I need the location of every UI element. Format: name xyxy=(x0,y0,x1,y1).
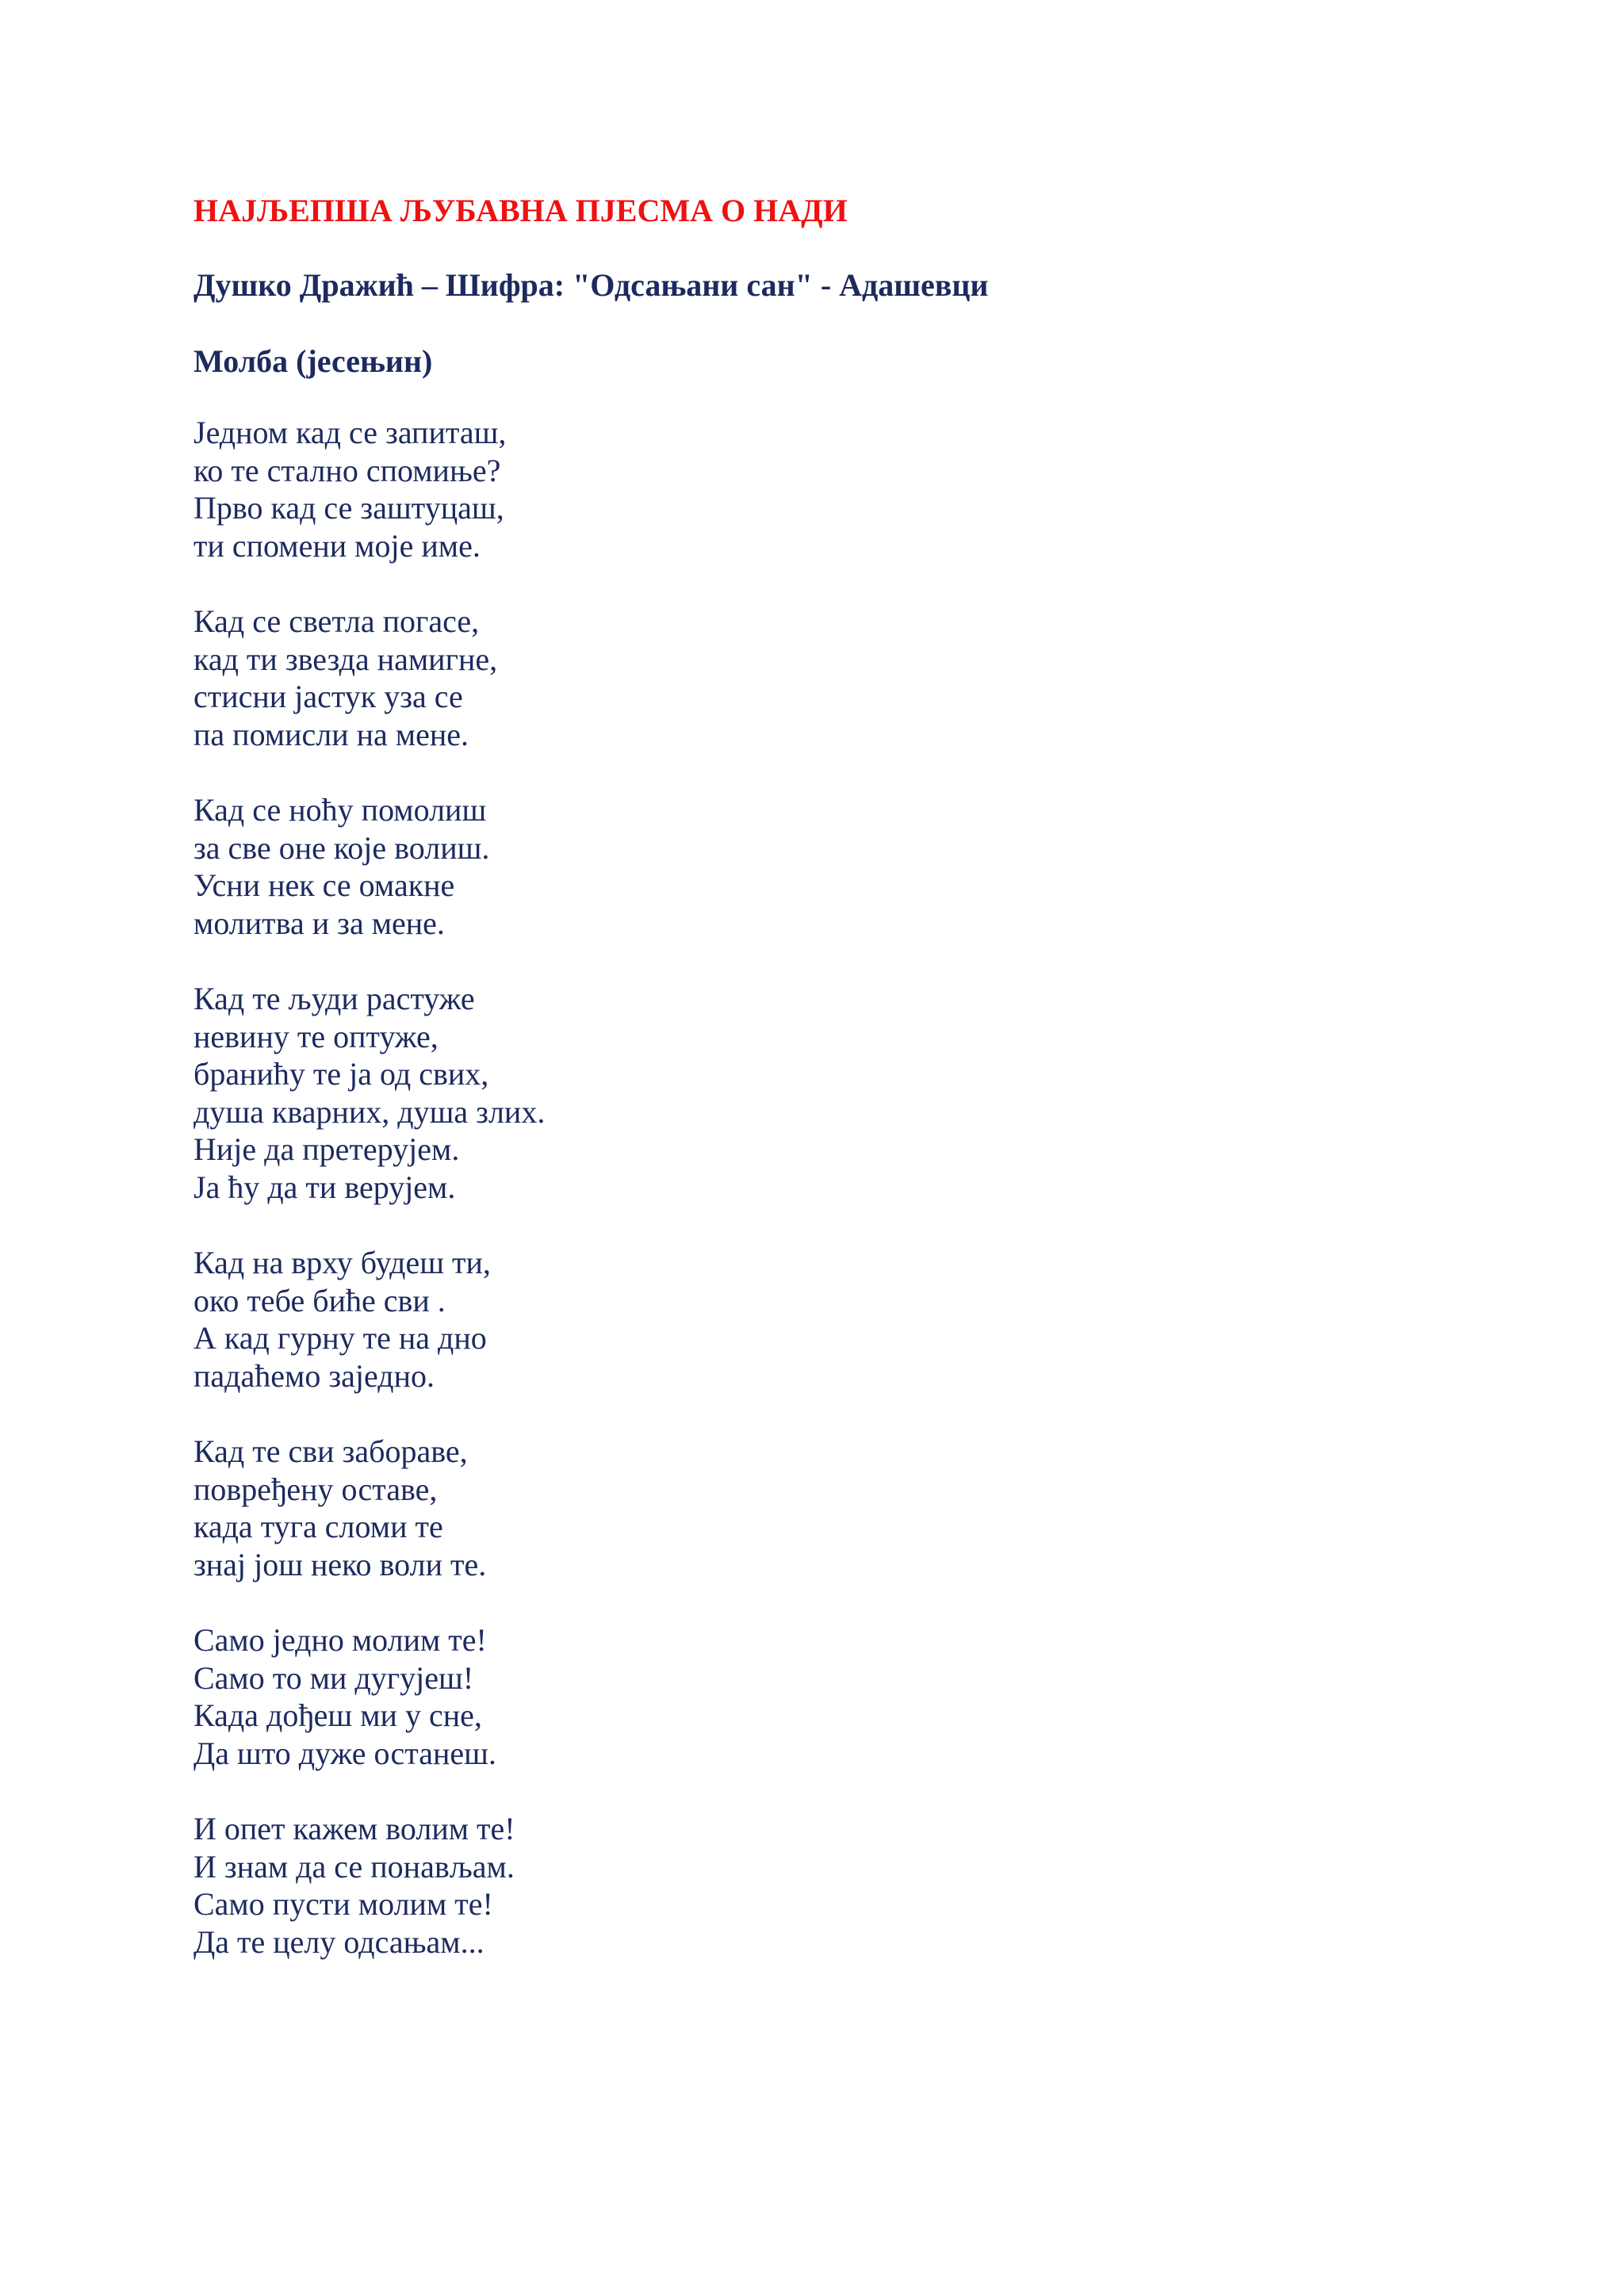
poem-line: Када дођеш ми у сне, xyxy=(193,1697,482,1733)
poem-line: повређену оставе, xyxy=(193,1471,438,1507)
stanza xyxy=(193,1244,1462,1395)
poem-line: кад ти звезда намигне, xyxy=(193,641,498,677)
poem-line: ти спомени моје име. xyxy=(193,527,481,564)
poem-line: за све оне које волиш. xyxy=(193,829,490,866)
poem-line: Једном кад се запиташ, xyxy=(193,415,507,450)
stanza xyxy=(193,1621,1462,1772)
document-body xyxy=(193,187,1462,1999)
poem-line: Само једно молим те! xyxy=(193,1622,487,1658)
poem-line: Кад се светла погасе, xyxy=(193,603,480,639)
poem-line: А кад гурну те на дно xyxy=(193,1320,487,1356)
stanza xyxy=(193,1433,1462,1583)
poem-line: невину те оптуже, xyxy=(193,1018,439,1054)
poem-line: знај још неко воли те. xyxy=(193,1546,487,1582)
stanza xyxy=(193,980,1462,1206)
poem-line: стисни јастук уза се xyxy=(193,679,463,714)
document-title: НАЈЉЕПША ЉУБАВНА ПЈЕСМА О НАДИ xyxy=(193,193,848,228)
poem-line: Усни нек се омакне xyxy=(193,867,455,903)
poem-line: Да те целу одсањам... xyxy=(193,1923,485,1960)
poem-line: Само то ми дугујеш! xyxy=(193,1659,474,1696)
poem-line: душа кварних, душа злих. xyxy=(193,1093,546,1130)
poem-line: Кад се ноћу помолиш xyxy=(193,792,487,828)
poem-line: молитва и за мене. xyxy=(193,905,445,941)
poem-line: Да што дуже останеш. xyxy=(193,1735,496,1771)
poem-line: па помисли на мене. xyxy=(193,716,469,752)
author-line: Душко Дражић – Шифра: "Одсањани сан" - Адашевци xyxy=(193,267,989,303)
poem-line: И знам да се понављам. xyxy=(193,1848,515,1885)
stanza xyxy=(193,791,1462,942)
poem-line: око тебе биће сви . xyxy=(193,1282,446,1318)
stanza xyxy=(193,414,1462,564)
poem-line: Кад те сви забораве, xyxy=(193,1433,468,1469)
poem-line: Ја ћу да ти верујем. xyxy=(193,1169,456,1205)
poem-line: Кад те људи растуже xyxy=(193,981,475,1016)
poem-line: Само пусти молим те! xyxy=(193,1886,493,1922)
poem-line: падаћемо заједно. xyxy=(193,1357,435,1394)
poem-line: И опет кажем волим те! xyxy=(193,1811,515,1846)
poem-line: бранићу те ја од свих, xyxy=(193,1056,489,1092)
poem-line: када туга сломи те xyxy=(193,1509,443,1544)
poem-line: Прво кад се заштуцаш, xyxy=(193,490,504,526)
stanza xyxy=(193,603,1462,753)
poem-line: Није да претерујем. xyxy=(193,1131,460,1167)
poem-title: Молба (јесењин) xyxy=(193,343,433,379)
poem-line: Кад на врху будеш ти, xyxy=(193,1245,491,1280)
stanza xyxy=(193,1810,1462,1961)
poem-line: ко те стално спомиње? xyxy=(193,452,501,488)
